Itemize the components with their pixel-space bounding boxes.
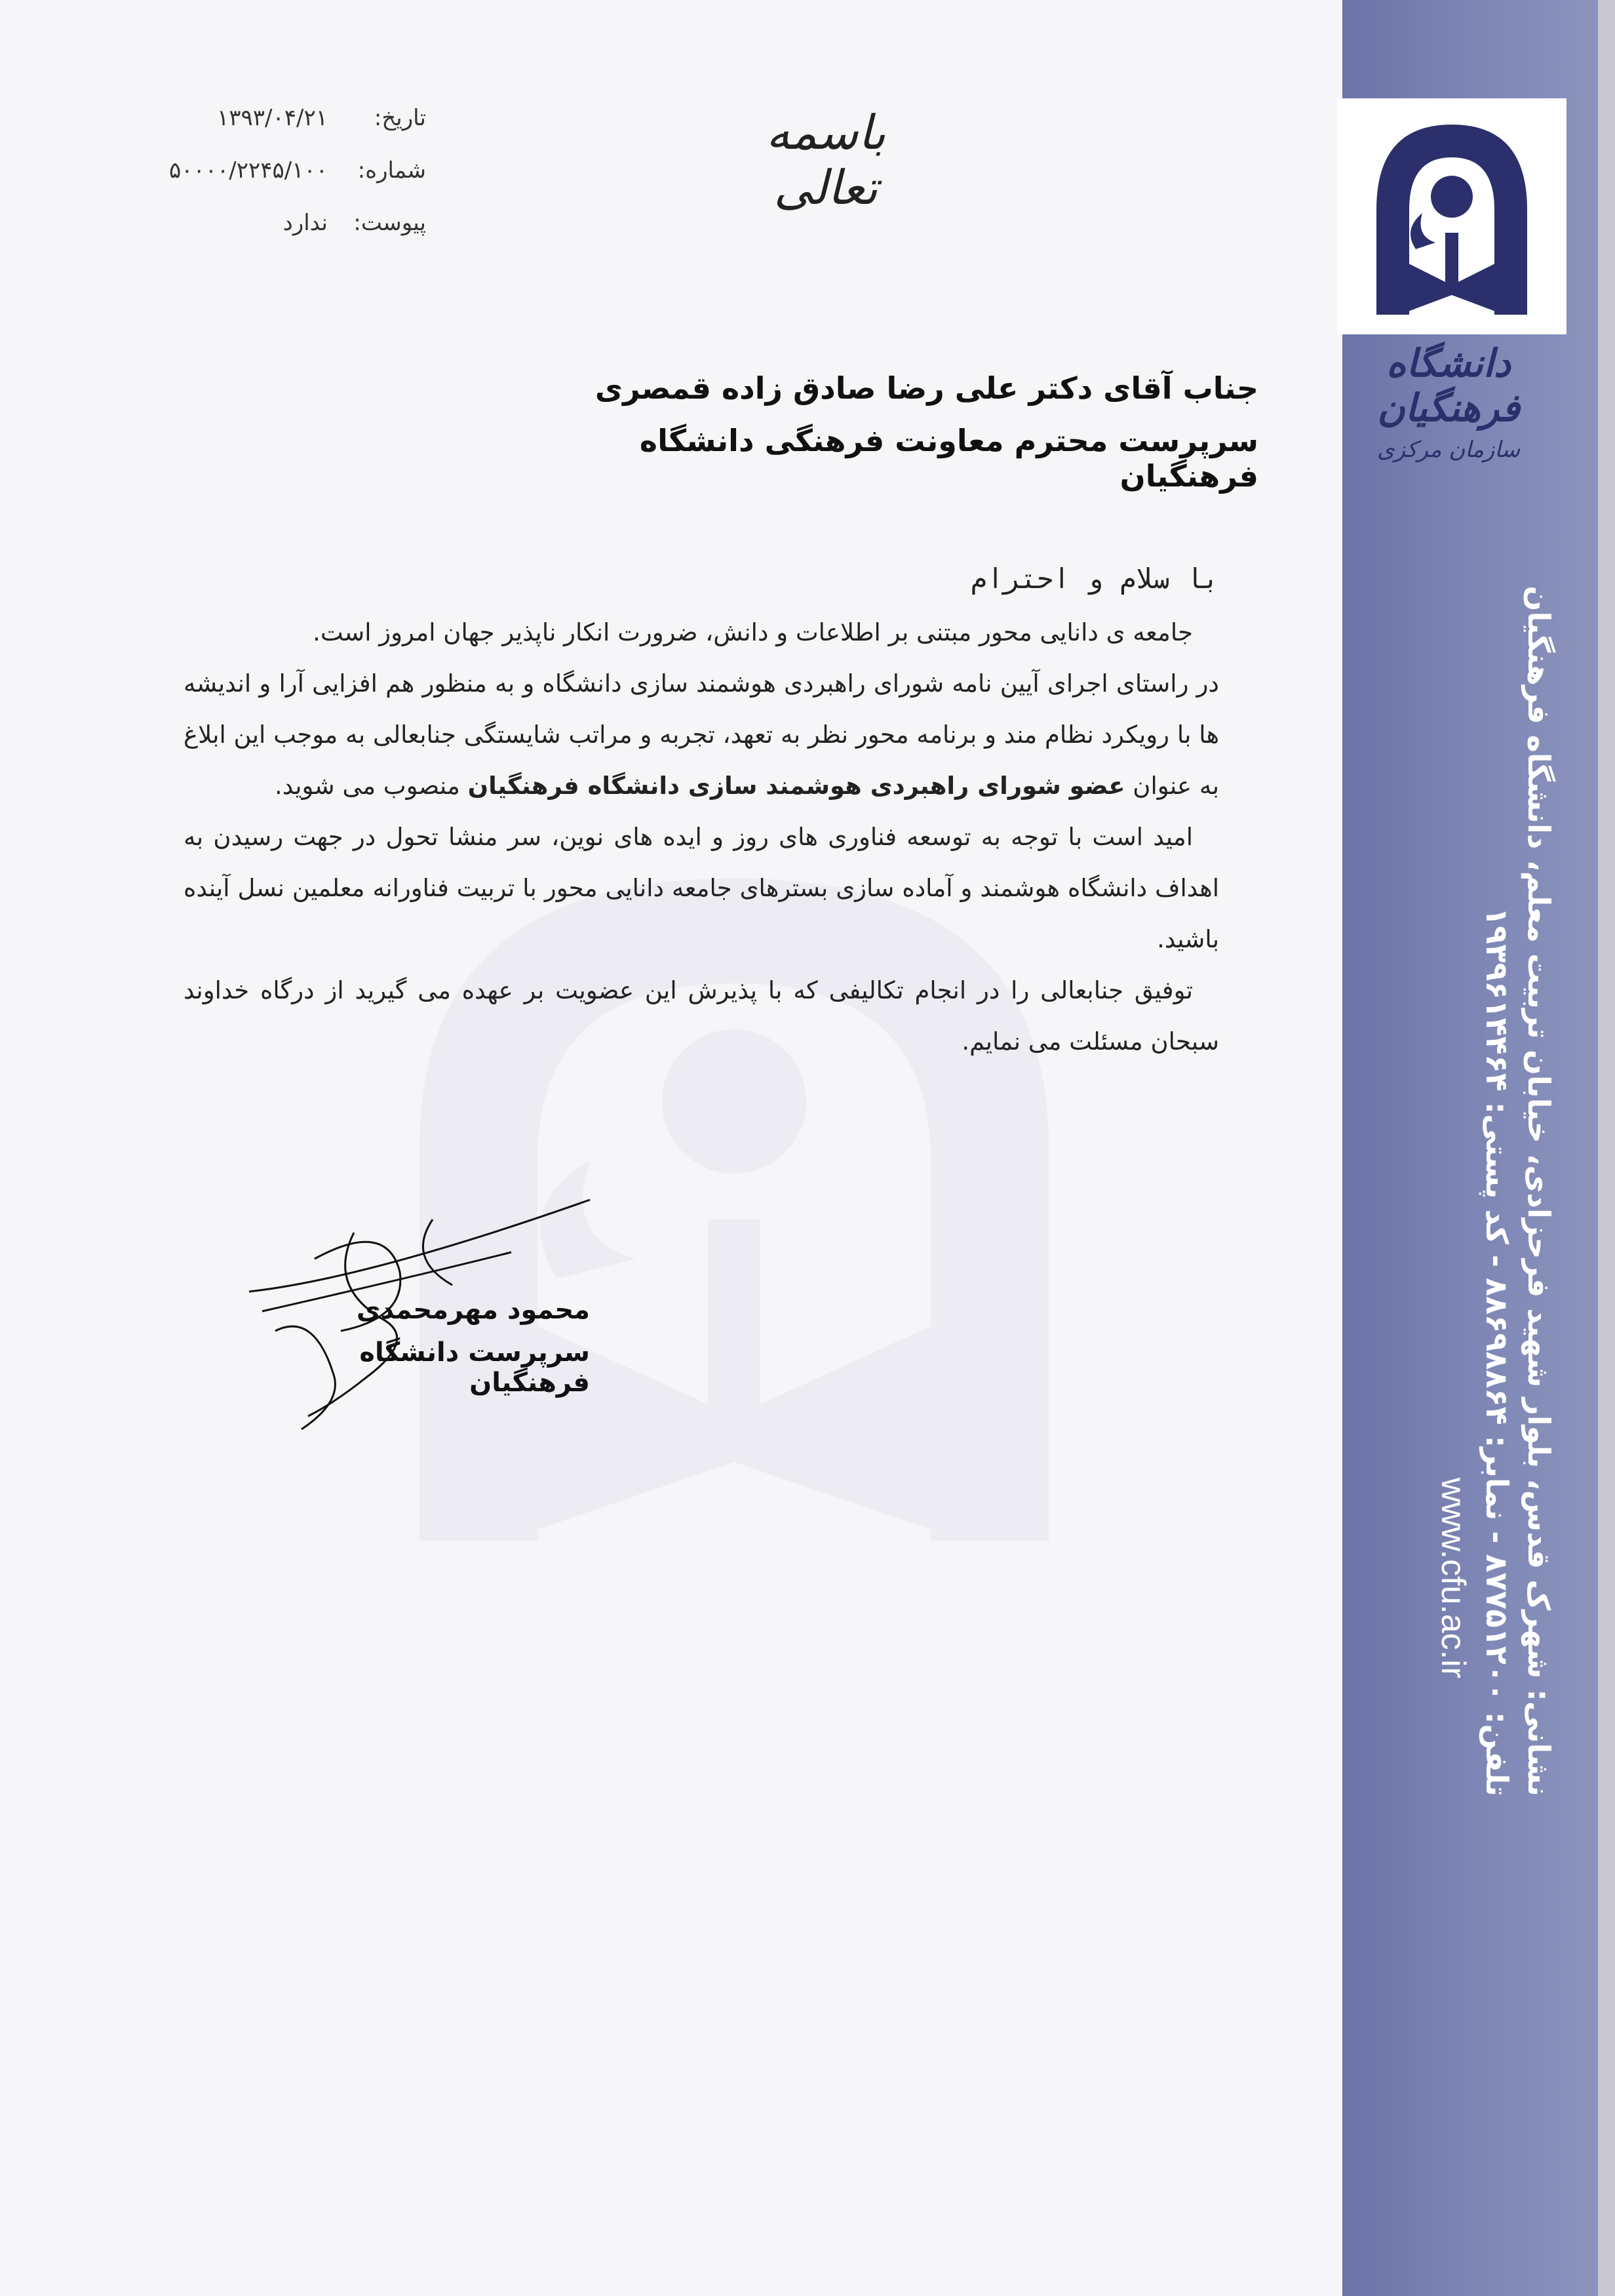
sidebar-website: www.cfu.ac.ir xyxy=(1434,1477,1472,1678)
sidebar-address: نشانی: شهرک قدس، بلوار شهید فرحزادی، خیابان تربیت معلم، دانشگاه فرهنگیان xyxy=(1521,585,1557,1796)
signatory-name: محمود مهرمحمدی xyxy=(356,1295,590,1325)
paragraph-2 xyxy=(184,658,1219,812)
letter-body xyxy=(184,551,1219,1067)
signatory-title: سرپرست دانشگاه فرهنگیان xyxy=(359,1337,590,1398)
date-label: تاریخ: xyxy=(374,105,426,131)
attachment-label: پیوست: xyxy=(353,210,426,236)
number-row xyxy=(0,157,459,190)
paragraph-1: جامعه ی دانایی محور مبتنی بر اطلاعات و دانش، ضرورت انکار ناپذیر جهان امروز است. xyxy=(313,618,1193,646)
paragraph-2-start: در راستای اجرای آیین نامه شورای راهبردی هوشمند سازی دانشگاه و به منظور هم افزایی آرا و اندیشه ها با رویکرد نظام مند و برنامه محور نظر به تعهد، تجربه و مراتب شایستگی جنابعالی به موجب این ابلاغ به عنوان xyxy=(184,669,1219,800)
paragraph-2-emphasis: عضو شورای راهبردی هوشمند سازی دانشگاه فرهنگیان xyxy=(467,772,1125,800)
page-edge xyxy=(1598,0,1615,2296)
greeting: با سلام و احترام xyxy=(970,563,1219,595)
logo-caption xyxy=(1350,341,1547,463)
attachment-value: ندارد xyxy=(282,210,328,236)
recipient-title: سرپرست محترم معاونت فرهنگی دانشگاه فرهنگیان xyxy=(639,423,1258,494)
paragraph-4: توفیق جنابعالی را در انجام تکالیفی که با پذیرش این عضویت بر عهده می گیرید از درگاه خداوند سبحان مسئلت می نمایم. xyxy=(184,976,1219,1056)
attachment-row xyxy=(0,210,459,243)
logo-title: دانشگاه فرهنگیان xyxy=(1377,341,1520,430)
paragraph-2-end: منصوب می شوید. xyxy=(275,772,460,800)
logo-subtitle: سازمان مرکزی xyxy=(1376,437,1521,463)
date-row xyxy=(0,105,459,138)
sidebar-contact-block xyxy=(1430,585,1560,1796)
date-value: ۱۳۹۳/۰۴/۲۱ xyxy=(216,105,328,131)
sidebar-contact: تلفن: ۸۷۷۵۱۲۰۰ - نمابر: ۸۸۶۹۸۸۶۴ - کد پستی: ۱۹۳۹۶۱۴۴۶۴ xyxy=(1479,907,1515,1796)
recipient-name: جناب آقای دکتر علی رضا صادق زاده قمصری xyxy=(594,370,1258,406)
number-label: شماره: xyxy=(357,157,426,184)
paragraph-3: امید است با توجه به توسعه فناوری های روز و ایده های نوین، سر منشا تحول در جهت رسیدن به اهداف دانشگاه هوشمند و آماده سازی بسترهای جامعه دانایی محور با تربیت فناورانه معلمین نسل آینده باشید. xyxy=(184,823,1219,953)
number-value: ۵۰۰۰۰/۲۲۴۵/۱۰۰ xyxy=(168,157,328,184)
basmala-heading: باسمه تعالی xyxy=(766,105,886,215)
